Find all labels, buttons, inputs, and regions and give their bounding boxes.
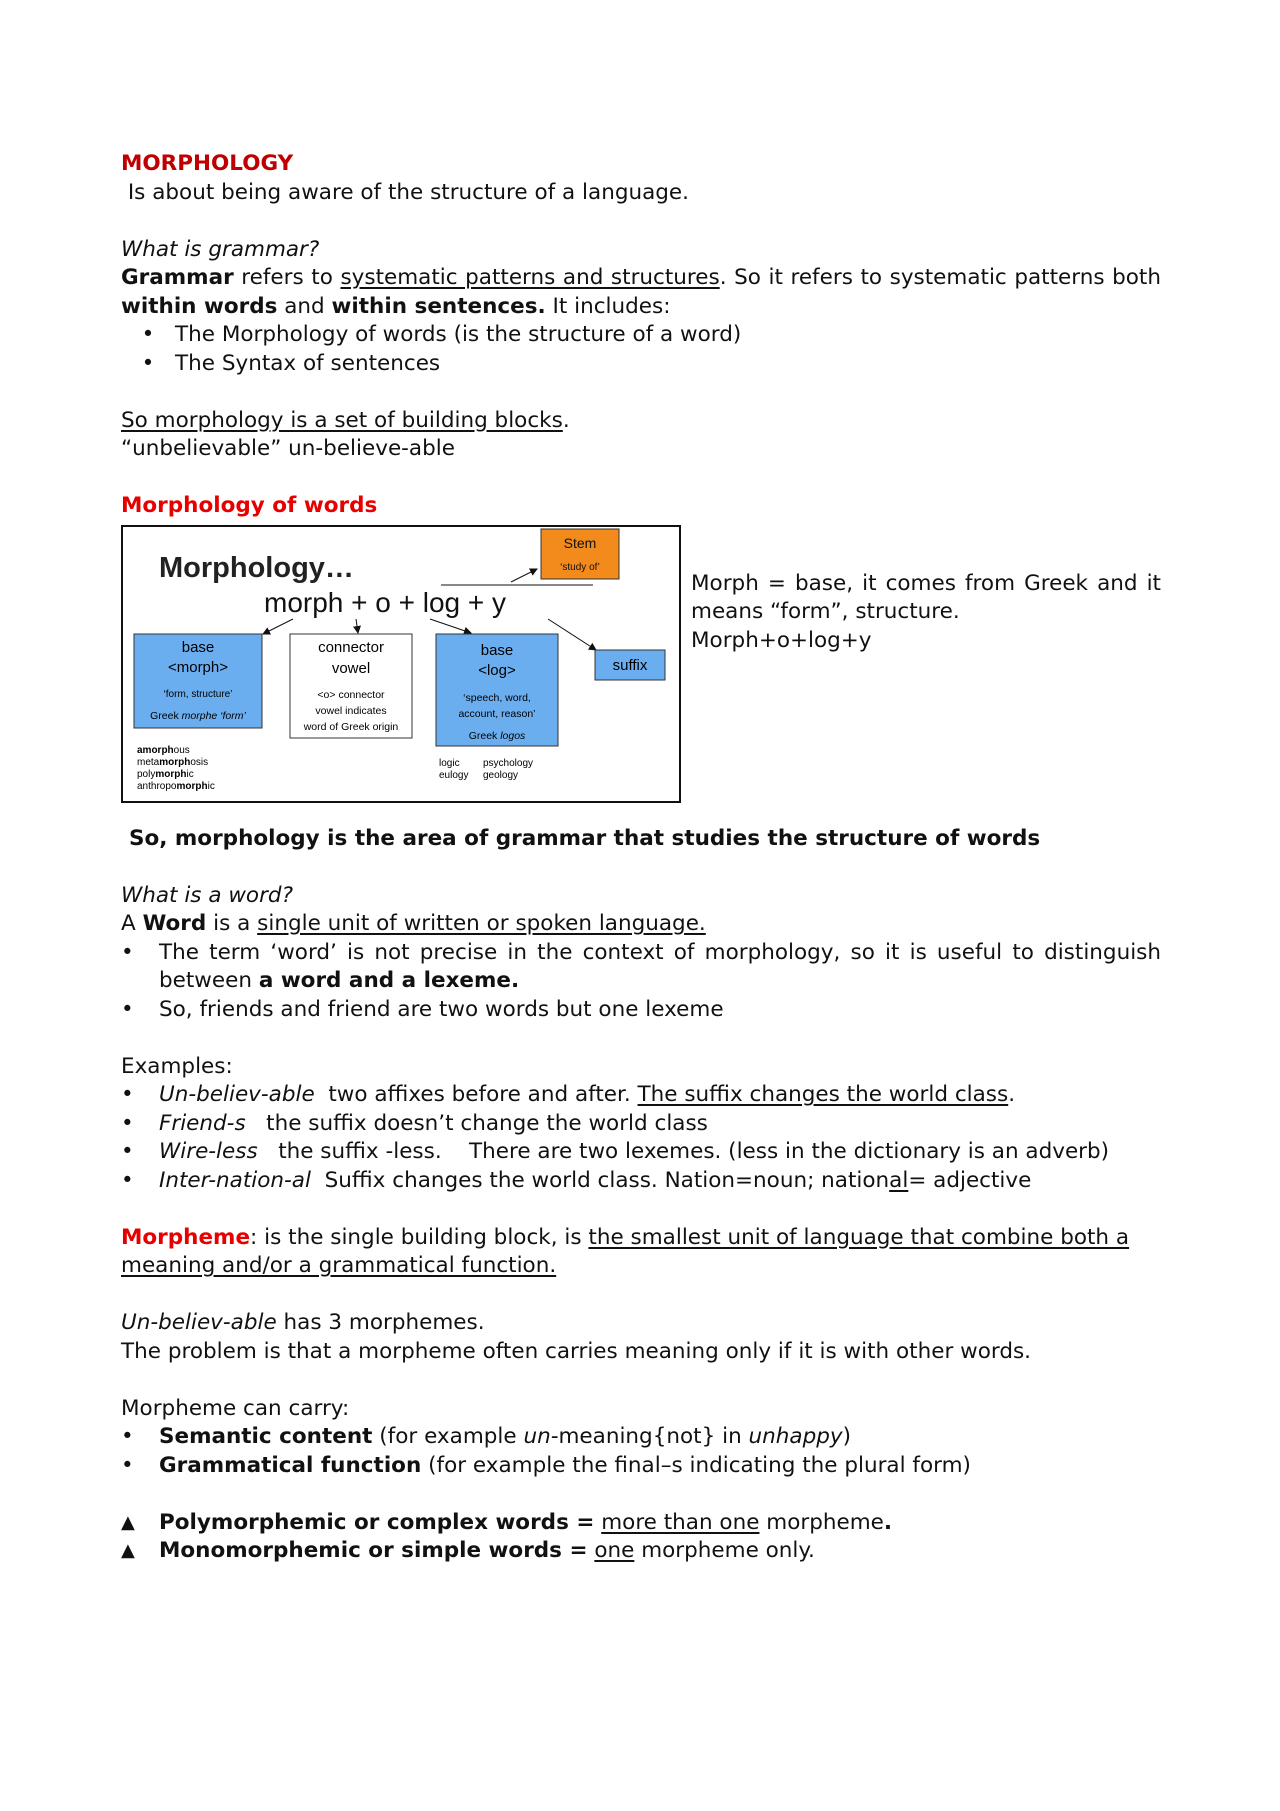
svg-text:eulogy: eulogy [439,769,469,781]
list-item: • So, friends and friend are two words but one lexeme [121,996,724,1022]
svg-text:suffix: suffix [612,656,648,674]
svg-text:vowel indicates: vowel indicates [315,704,387,717]
morpheme-definition: Morpheme: is the single building block, is the smallest unit of language that combine both a meaning and/or a grammatical function. [121,1224,1130,1278]
figure-title: Morphology… [159,551,354,584]
list-item: ▲ Polymorphemic or complex words = more than one morpheme. [121,1509,1161,1538]
title: MORPHOLOGY [121,151,294,176]
svg-text:psychology: psychology [483,757,534,769]
word-question: What is a word? [121,882,293,908]
morpheme-problem: The problem is that a morpheme often carries meaning only if it is with other words. [121,1338,1032,1364]
list-item: • Un-believ-able two affixes before and after. The suffix changes the world class. [121,1082,1016,1107]
list-item: ▲ Monomorphemic or simple words = one morpheme only. [121,1537,1161,1566]
examples-label: Examples: [121,1053,233,1079]
figure-side-text: Morph = base, it comes from Greek and it means “form”, structure. Morph+o+log+y [691,570,1161,653]
triangle-icon: ▲ [121,1540,135,1561]
svg-text:<morph>: <morph> [167,658,229,676]
grammar-paragraph: Grammar refers to systematic patterns and structures. So it refers to systematic patterns both within words and within sentences. It includes: [121,265,1161,319]
list-item: • The term ‘word’ is not precise in the context of morphology, so it is useful to distinguish between a word and a lexeme. [121,939,1161,993]
list-item: • Friend-s the suffix doesn’t change the world class [121,1110,708,1136]
list-item: • Grammatical function (for example the final–s indicating the plural form) [121,1452,971,1478]
document-page [121,150,1161,1566]
svg-text:vowel: vowel [331,659,371,677]
svg-text:amorphous: amorphous [137,744,190,756]
svg-text:word of Greek origin: word of Greek origin [303,720,399,733]
svg-text:‘study of’: ‘study of’ [560,561,600,573]
figure-formula: morph + o + log + y [264,586,507,618]
morphology-heading: Morphology of words [121,493,378,518]
morphology-figure [121,525,681,803]
building-example: “unbelievable” un-believe-able [121,436,455,461]
svg-text:<o> connector: <o> connector [317,688,385,701]
grammar-question: What is grammar? [121,236,320,262]
svg-text:base: base [181,638,215,656]
svg-text:Greek logos: Greek logos [468,729,526,742]
svg-text:logic: logic [439,757,460,769]
list-item: • The Morphology of words (is the structure of a word) [141,322,742,347]
list-item: • The Syntax of sentences [141,350,441,376]
word-definition: A Word is a single unit of written or spoken language. [121,911,706,936]
morpheme-can-carry: Morpheme can carry: [121,1395,350,1421]
triangle-icon: ▲ [121,1511,135,1533]
building-blocks: So morphology is a set of building blocks. [121,407,570,433]
svg-text:polymorphic: polymorphic [137,768,194,780]
svg-text:geology: geology [483,769,519,781]
svg-text:metamorphosis: metamorphosis [137,756,209,768]
summary: So, morphology is the area of grammar that studies the structure of words [129,825,1041,851]
svg-text:anthropomorphic: anthropomorphic [137,780,215,792]
svg-text:‘speech, word,: ‘speech, word, [463,691,531,704]
list-item: • Wire-less the suffix -less. There are two lexemes. (less in the dictionary is an adverb) [121,1139,1110,1164]
svg-text:Stem: Stem [563,534,597,551]
svg-text:account, reason’: account, reason’ [458,707,536,720]
svg-text:base: base [480,641,514,659]
list-item: • Inter-nation-al Suffix changes the world class. Nation=noun; national= adjective [121,1167,1032,1193]
svg-text:<log>: <log> [478,661,516,679]
svg-text:‘form, structure’: ‘form, structure’ [163,688,233,700]
svg-text:connector: connector [318,638,384,656]
list-item: • Semantic content (for example un-meaning{not} in unhappy) [121,1424,852,1449]
morpheme-example: Un-believ-able has 3 morphemes. [121,1310,485,1335]
intro: Is about being aware of the structure of a language. [127,179,689,205]
svg-text:Greek morphe ‘form’: Greek morphe ‘form’ [150,709,246,722]
